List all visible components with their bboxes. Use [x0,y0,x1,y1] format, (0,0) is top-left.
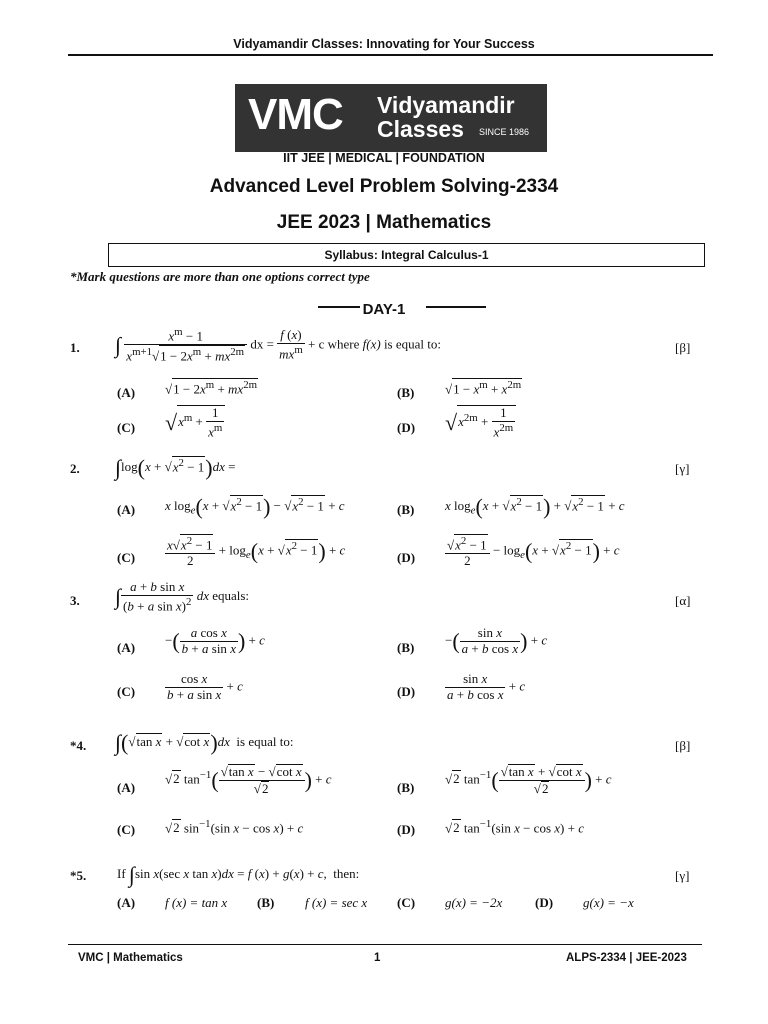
answer-tag: [γ] [675,868,690,883]
option-b: √2 $\tan^{-1}$( $\frac{\text{√tan x + √cot x}}{√2}$ ) + c [445,764,612,796]
option-b: f (x) = sec x [305,895,368,910]
option-label: (A) [117,640,136,655]
question-number: 2. [70,461,80,476]
question-3-stem: ∫ $\frac{\text{a + b sin x}}{(b + a \sin x)^2}$ dx equals: [115,579,250,614]
option-d: g(x) = −x [583,895,634,910]
header-rule [68,54,713,56]
answer-tag: [β] [675,738,691,753]
option-label: (C) [117,822,136,837]
option-a: √2 $\tan^{-1}$( $\frac{\text{√tan x − √cot x}}{√2}$ ) + c [165,764,332,796]
option-a: x $\log_e(x + √x^2 - 1) - √x^2 - 1 + c$ [165,494,345,519]
option-label: (C) [117,420,136,435]
option-label: (A) [117,385,136,400]
doc-title: Advanced Level Problem Solving-2334 [209,176,559,197]
option-label: (C) [397,895,416,910]
option-label: (D) [397,684,416,699]
option-c: $√x^m$ + $\frac{1}{x^m}$ [165,405,225,440]
instruction-note: *Mark questions are more than one options correct type [70,269,370,284]
option-label: (B) [397,640,415,655]
syllabus-box: Syllabus: Integral Calculus-1 [108,243,705,267]
option-label: (A) [117,895,136,910]
option-c: g(x) = −2x [445,895,503,910]
logo-name-line2: Classes [377,116,464,142]
option-c: $\frac{x√x^2 - 1}{2}$ + $\log_e(x + √x^2 - 1) + c$ [167,535,346,569]
logo-name-line1: Vidyamandir [377,92,515,118]
option-label: (D) [397,420,416,435]
option-label: (B) [397,502,415,517]
question-number: *4. [70,738,87,753]
logo-mark: VMC [248,90,343,139]
logo-since: SINCE 1986 [479,127,530,137]
question-number: *5. [70,868,87,883]
option-label: (C) [117,684,136,699]
option-label: (B) [397,385,415,400]
answer-tag: [α] [675,593,691,608]
answer-tag: [β] [675,340,691,355]
question-number: 1. [70,340,80,355]
option-b: $√1 - x^m + x^{2m}$ [445,379,522,397]
option-d: $\frac{√x^2 - 1}{2}$ − $\log_e(x + √x^2 - 1) + c$ [447,535,620,569]
doc-subtitle: JEE 2023 | Mathematics [276,212,492,233]
day-heading: DAY-1 [362,301,406,318]
option-label: (C) [117,550,136,565]
option-label: (D) [397,550,416,565]
page-header: Vidyamandir Classes: Innovating for Your Success [233,37,535,51]
option-a: f (x) = tan x [165,895,228,910]
option-label: (A) [117,502,136,517]
option-b: −( $\frac{\text{sin x}}{\text{a + b cos x}}$ ) + c [445,625,548,656]
option-label: (A) [117,780,136,795]
footer-right: ALPS-2334 | JEE-2023 [566,952,687,964]
footer-rule [68,944,702,945]
option-d: $\frac{\text{sin x}}{\text{a + b cos x}}$ + c [447,671,526,702]
answer-tag: [γ] [675,461,690,476]
option-d: √2 $\tan^{-1}(\sin$ x − cos x) + c [445,818,584,836]
option-c: √2 $\sin^{-1}(\sin$ x − cos x) + c [165,818,304,836]
tagline: IIT JEE | MEDICAL | FOUNDATION [283,151,485,165]
option-label: (D) [397,822,416,837]
option-label: (B) [257,895,275,910]
footer-left: VMC | Mathematics [78,952,183,964]
option-a: −( $\frac{\text{a cos x}}{\text{b + a sin x}}$ ) + c [165,625,265,656]
option-c: $\frac{\text{cos x}}{\text{b + a sin x}}$ + c [167,671,243,702]
option-b: x $\log_e(x + √x^2 - 1) + √x^2 - 1 + c$ [445,494,625,519]
option-label: (D) [535,895,554,910]
option-d: $√x^{2m}$ + $\frac{1}{x^{2m}}$ [445,405,516,440]
question-1-stem: ∫ $\frac{x^m - 1}{x^{m+1}√1 - 2x^m + mx^{2m}}$ dx = $\frac{f (x)}{mx^m}$ + c where f(x) is equal to: [115,326,441,364]
question-number: 3. [70,593,80,608]
question-4-stem: ∫(√tan x + √cot x)dx is equal to: [115,730,294,755]
question-2-stem: $\int\log(x + √x^2 - 1)dx$ = [115,455,236,480]
option-label: (B) [397,780,415,795]
question-5-stem: If ∫sin x(sec x tan x)dx = f (x) + g(x) + c, then: [117,862,360,887]
option-a: $√1 - 2x^m + mx^{2m}$ [165,379,258,397]
page-number: 1 [374,952,381,964]
